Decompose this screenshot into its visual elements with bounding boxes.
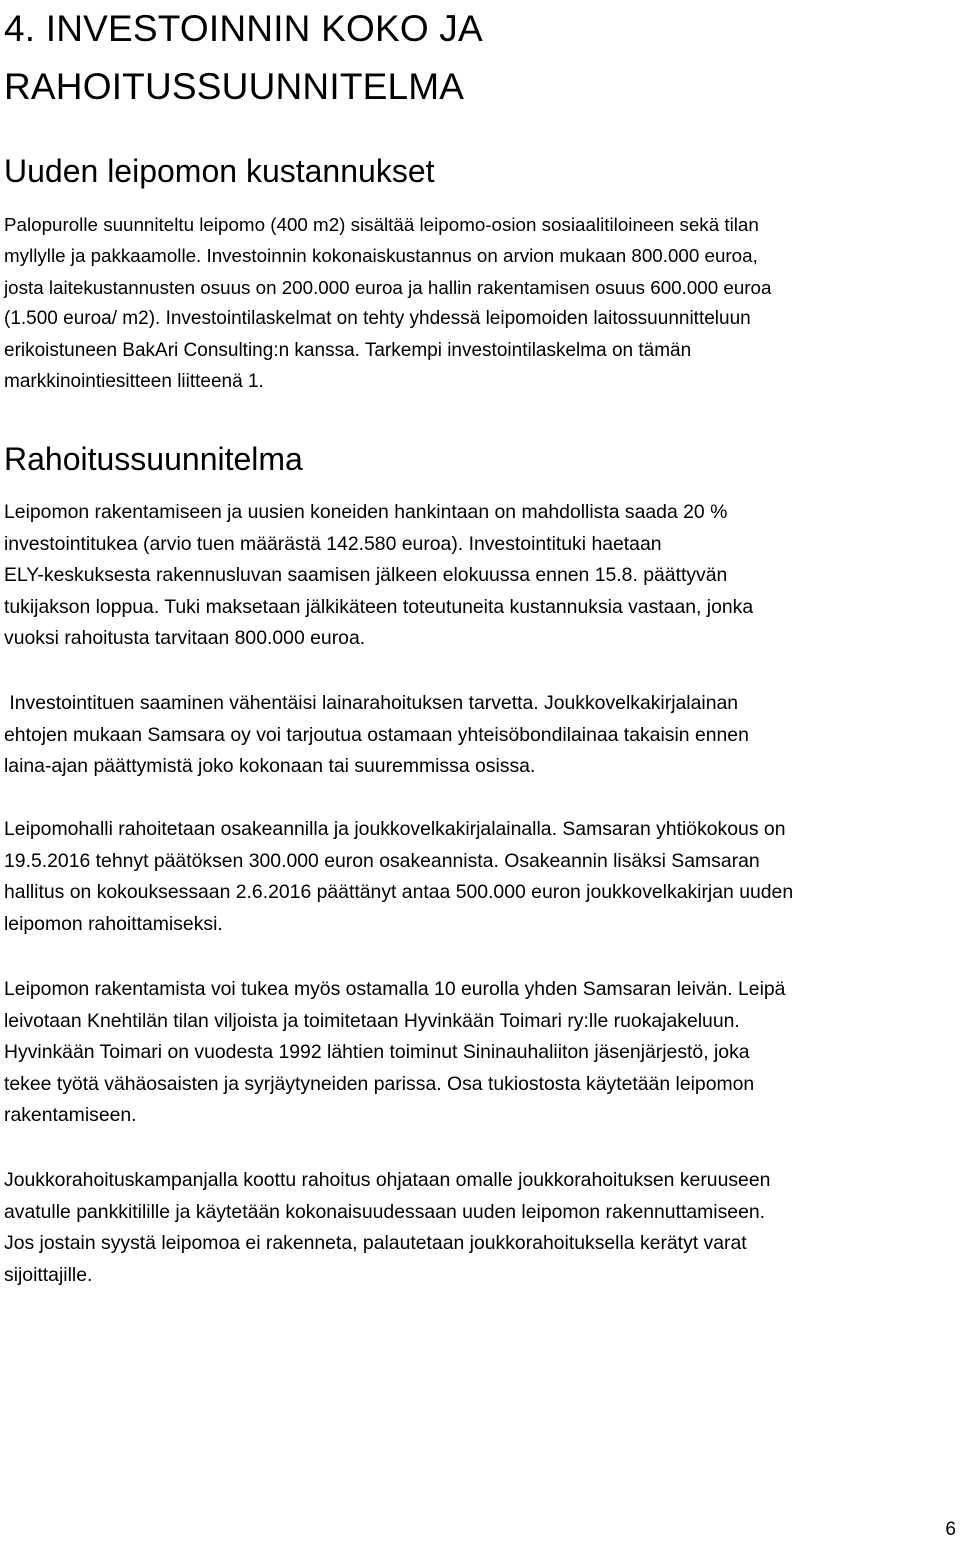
paragraph-line: leipomon rahoittamiseksi. [4,912,223,935]
paragraph-line: investointitukea (arvio tuen määrästä 142.580 euroa). Investointituki haetaan [4,532,662,555]
paragraph-financing-support [4,497,944,655]
paragraph-line: avatulle pankkitilille ja käytetään kokonaisuudessaan uuden leipomon rakennuttamiseen. [4,1200,766,1223]
paragraph-line: erikoistuneen BakAri Consulting:n kanssa. Tarkempi investointilaskelma on tämän [4,339,692,361]
paragraph-line: hallitus on kokouksessaan 2.6.2016 päättänyt antaa 500.000 euron joukkovelkakirjan uuden [4,881,794,903]
paragraph-line: laina-ajan päättymistä joko kokonaan tai suuremmissa osissa. [4,755,536,777]
paragraph-line: Joukkorahoituskampanjalla koottu rahoitus ohjataan omalle joukkorahoituksen keruuseen [4,1169,771,1191]
paragraph-bread-support [4,974,944,1132]
paragraph-financing-shares [4,814,944,940]
paragraph-line: sijoittajille. [4,1263,93,1286]
paragraph-line: vuoksi rahoitusta tarvitaan 800.000 euroa. [4,627,366,649]
paragraph-line: Leipomohalli rahoitetaan osakeannilla ja joukkovelkakirjalainalla. Samsaran yhtiökokous on [4,818,786,840]
paragraph-line: Leipomon rakentamista voi tukea myös ostamalla 10 eurolla yhden Samsaran leivän. Leipä [4,978,786,1000]
paragraph-line: Leipomon rakentamiseen ja uusien koneiden hankintaan on mahdollista saada 20 % [4,501,728,523]
paragraph-line: markkinointiesitteen liitteenä 1. [4,371,264,393]
chapter-title [4,0,944,116]
paragraph-line: josta laitekustannusten osuus on 200.000 euroa ja hallin rakentamisen osuus 600.000 euroa [4,276,772,298]
paragraph-line: (1.500 euroa/ m2). Investointilaskelmat on tehty yhdessä leipomoiden laitossuunnitteluun [4,308,751,330]
paragraph-line: Hyvinkään Toimari on vuodesta 1992 lähtien toiminut Sininauhaliiton jäsenjärjestö, joka [4,1041,750,1063]
paragraph-line: Investointituen saaminen vähentäisi lainarahoituksen tarvetta. Joukkovelkakirjalainan [4,692,739,714]
chapter-title-line-2: RAHOITUSSUUNNITELMA [4,66,465,107]
section-heading-costs: Uuden leipomon kustannukset [4,153,435,189]
chapter-title-line-1: 4. INVESTOINNIN KOKO JA [4,8,483,49]
paragraph-costs [4,209,944,397]
paragraph-line: tukijakson loppua. Tuki maksetaan jälkikäteen toteutuneita kustannuksia vastaan, jonka [4,595,754,618]
paragraph-line: rakentamiseen. [4,1104,137,1126]
paragraph-crowdfunding [4,1165,944,1291]
paragraph-line: tekee työtä vähäosaisten ja syrjäytyneiden parissa. Osa tukiostosta käytetään leipomon [4,1072,755,1095]
paragraph-line: Palopurolle suunniteltu leipomo (400 m2) sisältää leipomo-osion sosiaalitiloineen sekä tilan [4,214,759,235]
paragraph-line: ehtojen mukaan Samsara oy voi tarjoutua ostamaan yhteisöbondilainaa takaisin ennen [4,723,749,746]
paragraph-line: ELY-keskuksesta rakennusluvan saamisen jälkeen elokuussa ennen 15.8. päättyvän [4,564,728,586]
paragraph-line: 19.5.2016 tehnyt päätöksen 300.000 euron osakeannista. Osakeannin lisäksi Samsaran [4,849,760,872]
paragraph-line: leivotaan Knehtilän tilan viljoista ja toimitetaan Hyvinkään Toimari ry:lle ruokajakeluun. [4,1009,740,1032]
paragraph-line: Jos jostain syystä leipomoa ei rakenneta, palautetaan joukkorahoituksella kerätyt varat [4,1232,747,1254]
paragraph-financing-bond [4,688,944,783]
page-number: 6 [945,1519,956,1540]
paragraph-line: myllylle ja pakkaamolle. Investoinnin kokonaiskustannus on arvion mukaan 800.000 euroa, [4,245,758,267]
section-heading-financing: Rahoitussuunnitelma [4,441,303,477]
